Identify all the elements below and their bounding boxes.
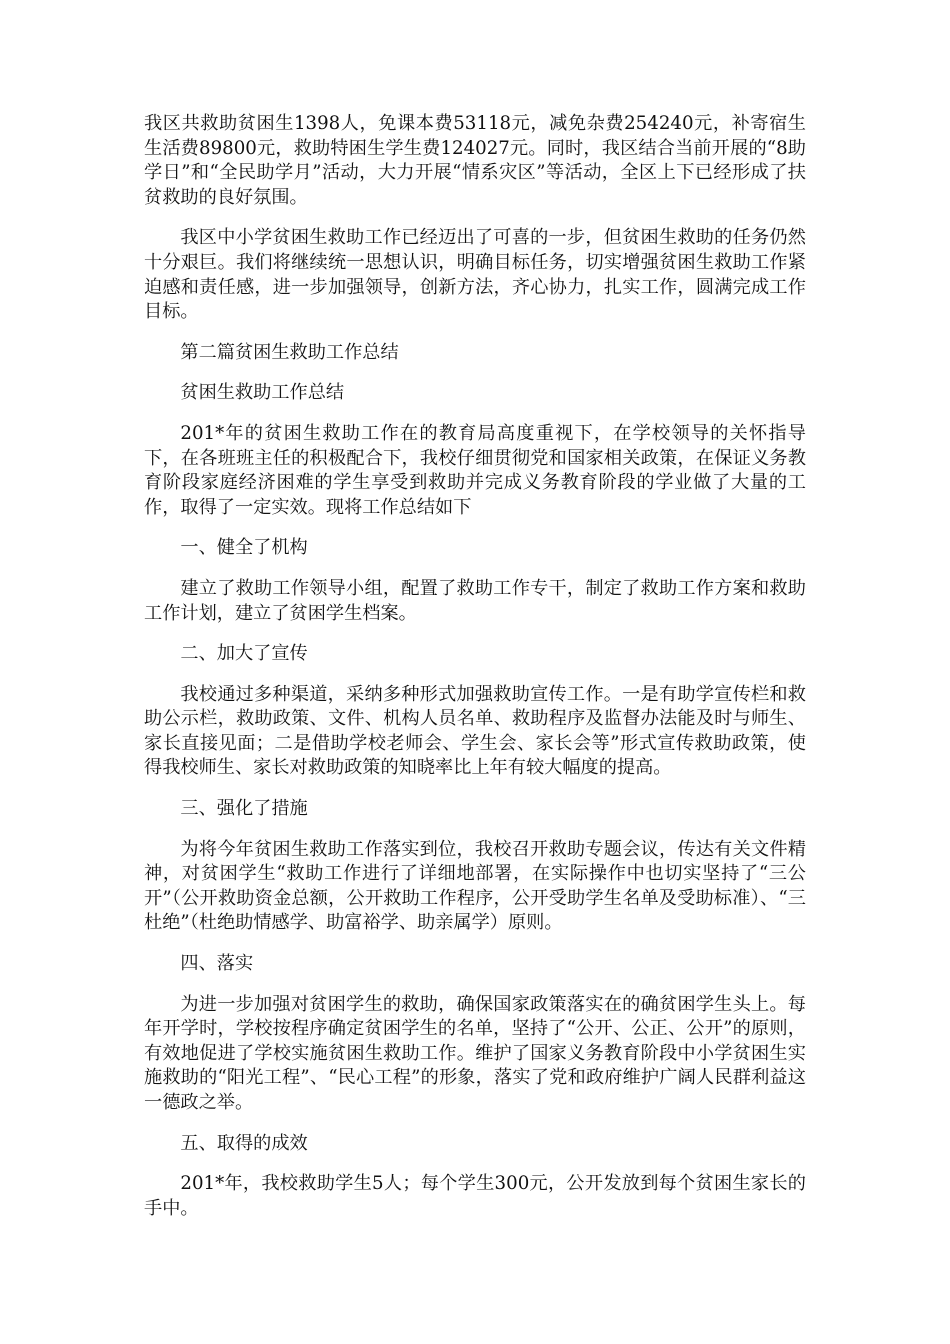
paragraph-results: 201*年，我校救助学生5人；每个学生300元，公开发放到每个贫困生家长的手中。 <box>144 1173 806 1219</box>
paragraph-publicity: 我校通过多种渠道，采纳多种形式加强救助宣传工作。一是有助学宣传栏和救助公示栏，救助政策、文件、机构人员名单、救助程序及监督办法能及时与师生、家长直接见面；二是借助学校老师会、学生会、家长会等”形式宣传救助政策，使得我校师生、家长对救助政策的知晓率比上年有较大幅度的提高。 <box>144 683 806 779</box>
heading-measures: 三、强化了措施 <box>180 798 308 820</box>
heading-publicity: 二、加大了宣传 <box>180 643 308 665</box>
paragraph-outlook: 我区中小学贫困生救助工作已经迈出了可喜的一步，但贫困生救助的任务仍然十分艰巨。我们将继续统一思想认识，明确目标任务，切实增强贫困生救助工作紧迫感和责任感，进一步加强领导，创新方法，齐心协力，扎实工作，圆满完成工作目标。 <box>144 227 806 323</box>
paragraph-measures: 为将今年贫困生救助工作落实到位，我校召开救助专题会议，传达有关文件精神，对贫困学生“救助工作进行了详细地部署，在实际操作中也切实坚持了“三公开”（公开救助资金总额，公开救助工作程序，公开受助学生名单及受助标准）、“三杜绝”（杜绝助情感学、助富裕学、助亲属学）原则。 <box>144 838 806 934</box>
paragraph-introduction: 201*年的贫困生救助工作在的教育局高度重视下，在学校领导的关怀指导下，在各班班主任的积极配合下，我校仔细贯彻党和国家相关政策，在保证义务教育阶段家庭经济困难的学生享受到救助并完成义务教育阶段的学业做了大量的工作，取得了一定实效。现将工作总结如下 <box>144 422 806 518</box>
paragraph-implementation: 为进一步加强对贫困学生的救助，确保国家政策落实在的确贫困学生头上。每年开学时，学校按程序确定贫困学生的名单，坚持了“公开、公正、公开”的原则，有效地促进了学校实施贫困生救助工作。维护了国家义务教育阶段中小学贫困生实施救助的“阳光工程”、“民心工程”的形象，落实了党和政府维护广阔人民群利益这一德政之举。 <box>144 993 806 1113</box>
section-title: 第二篇贫困生救助工作总结 <box>180 341 399 363</box>
paragraph-statistics: 我区共救助贫困生1398人，免课本费53118元，减免杂费254240元，补寄宿生生活费89800元，救助特困生学生费124027元。同时，我区结合当前开展的“8助学日”和“全民助学月”活动，大力开展“情系灾区”等活动，全区上下已经形成了扶贫救助的良好氛围。 <box>144 113 806 208</box>
paragraph-organization: 建立了救助工作领导小组，配置了救助工作专干，制定了救助工作方案和救助工作计划，建立了贫困学生档案。 <box>144 577 806 624</box>
document-title: 贫困生救助工作总结 <box>180 382 345 404</box>
heading-implementation: 四、落实 <box>180 953 254 975</box>
document-body <box>144 112 806 1237</box>
heading-results: 五、取得的成效 <box>180 1132 308 1154</box>
heading-organization: 一、健全了机构 <box>180 537 308 559</box>
